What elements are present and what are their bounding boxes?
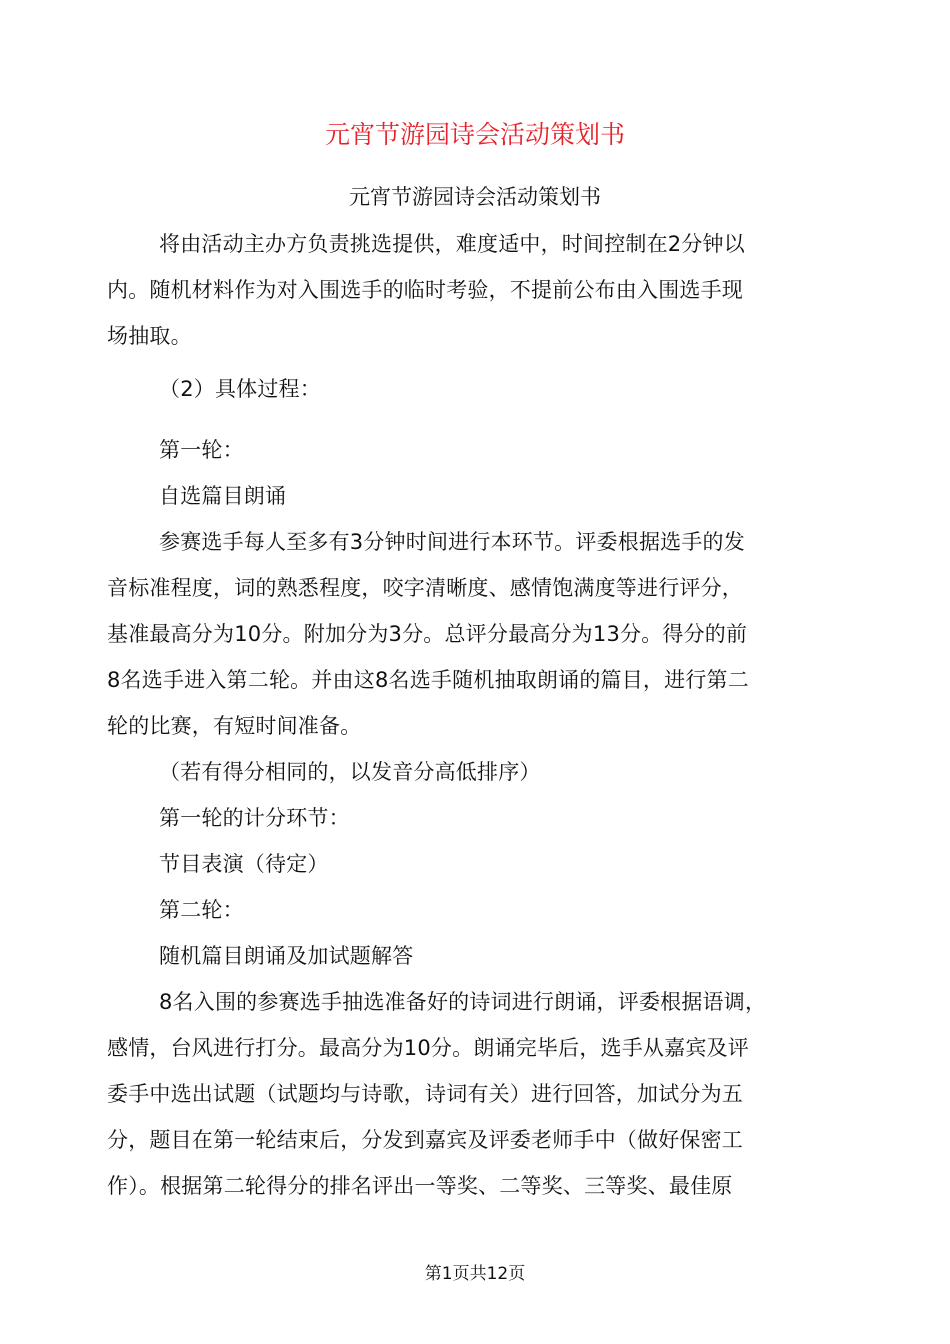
body-line: 8名入围的参赛选手抽选准备好的诗词进行朗诵，评委根据语调， [159,990,767,1014]
body-line: 轮的比赛，有短时间准备。 [107,714,362,738]
body-line: 场抽取。 [107,324,192,348]
body-line: 分，题目在第一轮结束后，分发到嘉宾及评委老师手中（做好保密工 [107,1128,743,1152]
body-line: 第二轮： [159,898,244,922]
body-line: 将由活动主办方负责挑选提供，难度适中，时间控制在2分钟以 [159,232,745,256]
body-line: 8名选手进入第二轮。并由这8名选手随机抽取朗诵的篇目，进行第二 [107,668,749,692]
body-line: 随机篇目朗诵及加试题解答 [159,944,414,968]
body-line: （若有得分相同的，以发音分高低排序） [159,760,541,784]
body-line: 感情，台风进行打分。最高分为10分。朗诵完毕后，选手从嘉宾及评 [107,1036,749,1060]
body-line: 第一轮： [159,438,244,462]
body-line: 内。随机材料作为对入围选手的临时考验，不提前公布由入围选手现 [107,278,743,302]
body-line: 作）。根据第二轮得分的排名评出一等奖、二等奖、三等奖、最佳原 [107,1174,733,1198]
body-line: 第一轮的计分环节： [159,806,350,830]
document-body [107,366,837,412]
document-body [107,427,837,1209]
page-number: 第1页共12页 [424,1264,526,1284]
body-line: （2）具体过程： [159,377,321,401]
document-subtitle: 元宵节游园诗会活动策划书 [349,185,601,209]
body-line: 音标准程度，词的熟悉程度，咬字清晰度、感情饱满度等进行评分， [107,576,743,600]
body-line: 参赛选手每人至多有3分钟时间进行本环节。评委根据选手的发 [159,530,745,554]
document-title: 元宵节游园诗会活动策划书 [324,120,625,149]
document-body [107,221,837,359]
body-line: 节目表演（待定） [159,852,329,876]
body-line: 自选篇目朗诵 [159,484,287,508]
body-line: 基准最高分为10分。附加分为3分。总评分最高分为13分。得分的前 [107,622,748,646]
body-line: 委手中选出试题（试题均与诗歌，诗词有关）进行回答，加试分为五 [107,1082,743,1106]
